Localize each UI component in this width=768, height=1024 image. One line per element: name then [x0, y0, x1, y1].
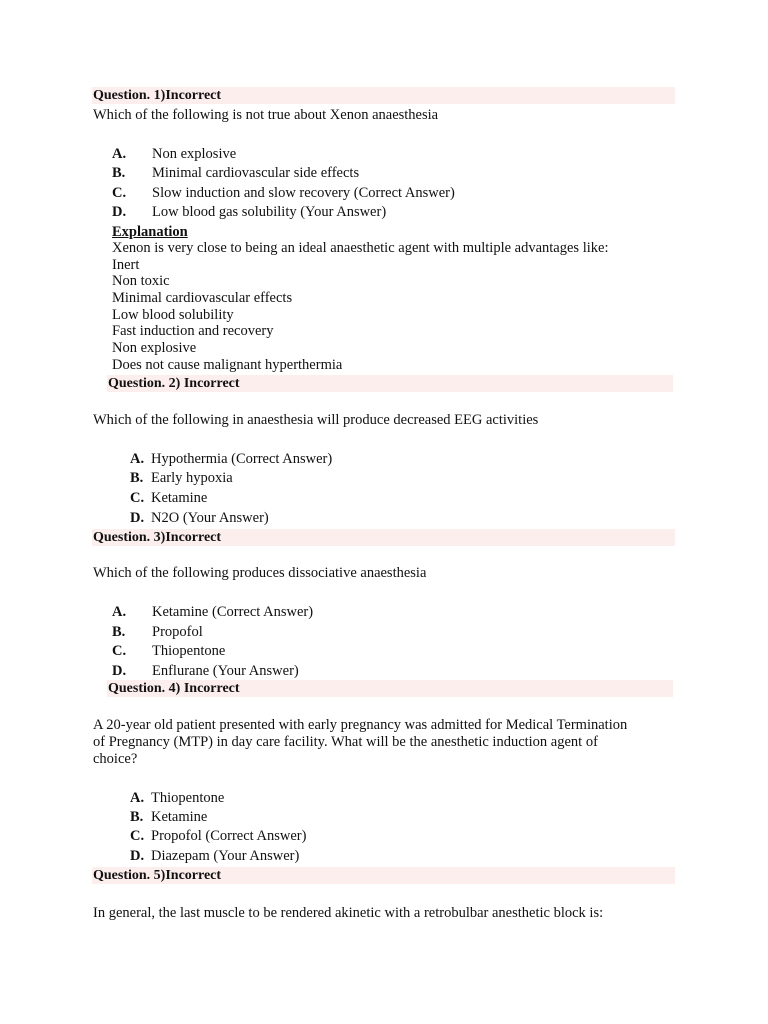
- q2-option-c[interactable]: Ketamine: [151, 490, 208, 506]
- q1-explanation-line: Non explosive: [112, 340, 197, 356]
- q1-explanation-title: Explanation: [112, 224, 188, 240]
- q4-option-d[interactable]: Diazepam (Your Answer): [151, 848, 300, 864]
- q3-option-d[interactable]: Enflurane (Your Answer): [152, 663, 299, 679]
- q4-option-c-letter: C.: [130, 828, 145, 844]
- q3-option-c-letter: C.: [112, 643, 127, 659]
- q1-header: Question. 1)Incorrect: [93, 88, 222, 103]
- q1-option-a-letter: A.: [112, 146, 127, 162]
- q4-option-a-letter: A.: [130, 790, 145, 806]
- q4-option-b-letter: B.: [130, 809, 144, 825]
- q1-option-d-letter: D.: [112, 204, 127, 220]
- q3-option-a-letter: A.: [112, 604, 127, 620]
- q1-explanation-line: Non toxic: [112, 273, 170, 289]
- q4-header: Question. 4) Incorrect: [108, 681, 240, 696]
- q5-header: Question. 5)Incorrect: [93, 868, 222, 883]
- q3-option-b-letter: B.: [112, 624, 126, 640]
- q2-header: Question. 2) Incorrect: [108, 376, 240, 391]
- q3-option-d-letter: D.: [112, 663, 127, 679]
- q4-option-d-letter: D.: [130, 848, 145, 864]
- q3-header: Question. 3)Incorrect: [93, 530, 222, 545]
- q4-option-a[interactable]: Thiopentone: [151, 790, 225, 806]
- q2-option-d-letter: D.: [130, 510, 145, 526]
- q4-question-line: of Pregnancy (MTP) in day care facility. What will be the anesthetic induction agent of: [93, 734, 598, 750]
- q3-option-b[interactable]: Propofol: [152, 624, 203, 640]
- q2-option-a[interactable]: Hypothermia (Correct Answer): [151, 451, 333, 467]
- q2-question: Which of the following in anaesthesia will produce decreased EEG activities: [93, 412, 539, 428]
- q1-option-a[interactable]: Non explosive: [152, 146, 237, 162]
- q2-option-d[interactable]: N2O (Your Answer): [151, 510, 269, 526]
- q3-option-a[interactable]: Ketamine (Correct Answer): [152, 604, 314, 620]
- q1-option-b-letter: B.: [112, 165, 126, 181]
- q1-explanation-line: Low blood solubility: [112, 307, 234, 323]
- q1-option-c-letter: C.: [112, 185, 127, 201]
- q4-option-c[interactable]: Propofol (Correct Answer): [151, 828, 307, 844]
- q3-option-c[interactable]: Thiopentone: [152, 643, 226, 659]
- q1-explanation-line: Fast induction and recovery: [112, 323, 274, 339]
- q2-option-b[interactable]: Early hypoxia: [151, 470, 233, 486]
- q1-option-b[interactable]: Minimal cardiovascular side effects: [152, 165, 360, 181]
- q2-option-c-letter: C.: [130, 490, 145, 506]
- q1-explanation-line: Inert: [112, 257, 140, 273]
- q1-explanation-line: Minimal cardiovascular effects: [112, 290, 293, 306]
- q4-question-line: choice?: [93, 751, 138, 767]
- q5-question: In general, the last muscle to be rendered akinetic with a retrobulbar anesthetic block is:: [93, 905, 604, 921]
- q1-question: Which of the following is not true about Xenon anaesthesia: [93, 107, 439, 123]
- q1-option-d[interactable]: Low blood gas solubility (Your Answer): [152, 204, 387, 220]
- q4-option-b[interactable]: Ketamine: [151, 809, 208, 825]
- q1-option-c[interactable]: Slow induction and slow recovery (Correct Answer): [152, 185, 455, 201]
- q2-option-a-letter: A.: [130, 451, 145, 467]
- q2-option-b-letter: B.: [130, 470, 144, 486]
- q1-explanation-line: Does not cause malignant hyperthermia: [112, 357, 343, 373]
- q4-question-line: A 20-year old patient presented with early pregnancy was admitted for Medical Termination: [93, 717, 628, 733]
- q3-question: Which of the following produces dissociative anaesthesia: [93, 565, 427, 581]
- q1-explanation-line: Xenon is very close to being an ideal anaesthetic agent with multiple advantages like:: [112, 240, 609, 256]
